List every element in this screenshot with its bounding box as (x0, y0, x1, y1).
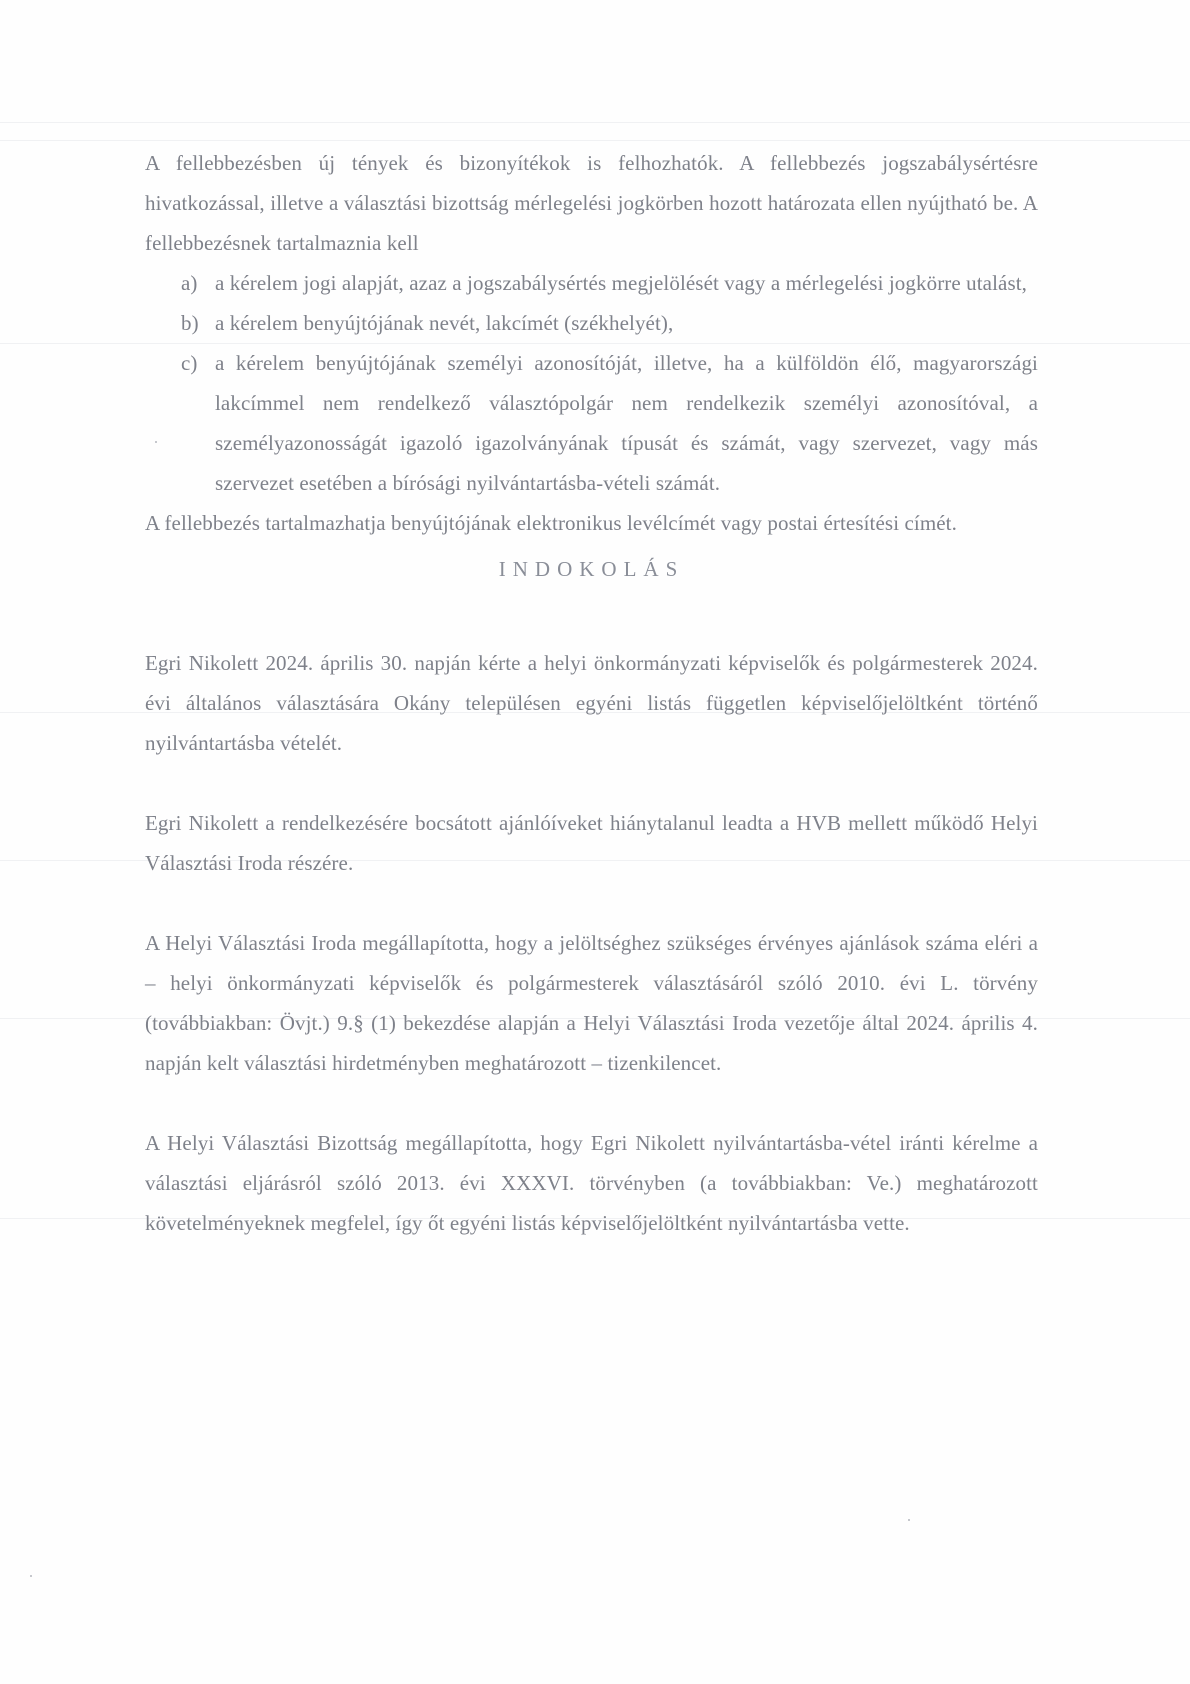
requirement-text: a kérelem benyújtójának nevét, lakcímét (székhelyét), (215, 311, 674, 335)
reasoning-paragraph-2: Egri Nikolett a rendelkezésére bocsátott ajánlóíveket hiánytalanul leadta a HVB mellett működő Helyi Választási Iroda részére. (145, 811, 1038, 875)
requirement-item-c (145, 343, 1038, 503)
list-marker: a) (181, 271, 198, 295)
list-marker: b) (181, 311, 199, 335)
reasoning-paragraph-3: A Helyi Választási Iroda megállapította, hogy a jelöltséghez szükséges érvényes ajánlások száma eléri a – helyi önkormányzati képviselők és polgármesterek választásáról szóló 2010. évi L. törvény (továbbiakban: Övjt.) 9.§ (1) bekezdése alapján a Helyi Választási Iroda vezetője által 2024. április 4. napján kelt választási hirdetményben meghatározott – tizenkilencet. (145, 931, 1038, 1075)
spacer (145, 763, 1038, 803)
requirement-item-a (145, 263, 1038, 303)
reasoning-paragraph-1: Egri Nikolett 2024. április 30. napján kérte a helyi önkormányzati képviselők és polgármesterek 2024. évi általános választására Okány településen egyéni listás független képviselőjelöltként történő nyilvántartásba vételét. (145, 651, 1038, 755)
appeal-requirements-list (145, 263, 1038, 503)
document-body (145, 143, 1038, 1243)
appeal-optional-paragraph: A fellebbezés tartalmazhatja benyújtójának elektronikus levélcímét vagy postai értesítési címét. (145, 511, 957, 535)
appeal-intro-paragraph: A fellebbezésben új tények és bizonyítékok is felhozhatók. A fellebbezés jogszabálysértésre hivatkozással, illetve a választási bizottság mérlegelési jogkörben hozott határozata ellen nyújtható be. A fellebbezésnek tartalmaznia kell (145, 151, 1038, 255)
requirement-text: a kérelem benyújtójának személyi azonosítóját, illetve, ha a külföldön élő, magyarországi lakcímmel nem rendelkező választópolgár nem rendelkezik személyi azonosítóval, a személyazonosságát igazoló igazolványának típusát és számát, vagy szervezet, vagy más szervezet esetében a bírósági nyilvántartásba-vételi számát. (215, 351, 1038, 495)
section-heading-indokolas: INDOKOLÁS (498, 557, 685, 581)
spacer (145, 623, 1038, 643)
scan-speck (908, 1519, 910, 1521)
reasoning-paragraph-4: A Helyi Választási Bizottság megállapította, hogy Egri Nikolett nyilvántartásba-vétel iránti kérelme a választási eljárásról szóló 2013. évi XXXVI. törvényben (a továbbiakban: Ve.) meghatározott követelményeknek megfelel, így őt egyéni listás képviselőjelöltként nyilvántartásba vette. (145, 1131, 1038, 1235)
requirement-item-b (145, 303, 1038, 343)
scan-artifact-line (0, 140, 1190, 141)
list-marker: c) (181, 351, 198, 375)
spacer (145, 883, 1038, 923)
scan-speck (30, 1575, 32, 1577)
spacer (145, 1083, 1038, 1123)
requirement-text: a kérelem jogi alapját, azaz a jogszabálysértés megjelölését vagy a mérlegelési jogkörre utalást, (215, 271, 1028, 295)
scan-artifact-line (0, 122, 1190, 123)
